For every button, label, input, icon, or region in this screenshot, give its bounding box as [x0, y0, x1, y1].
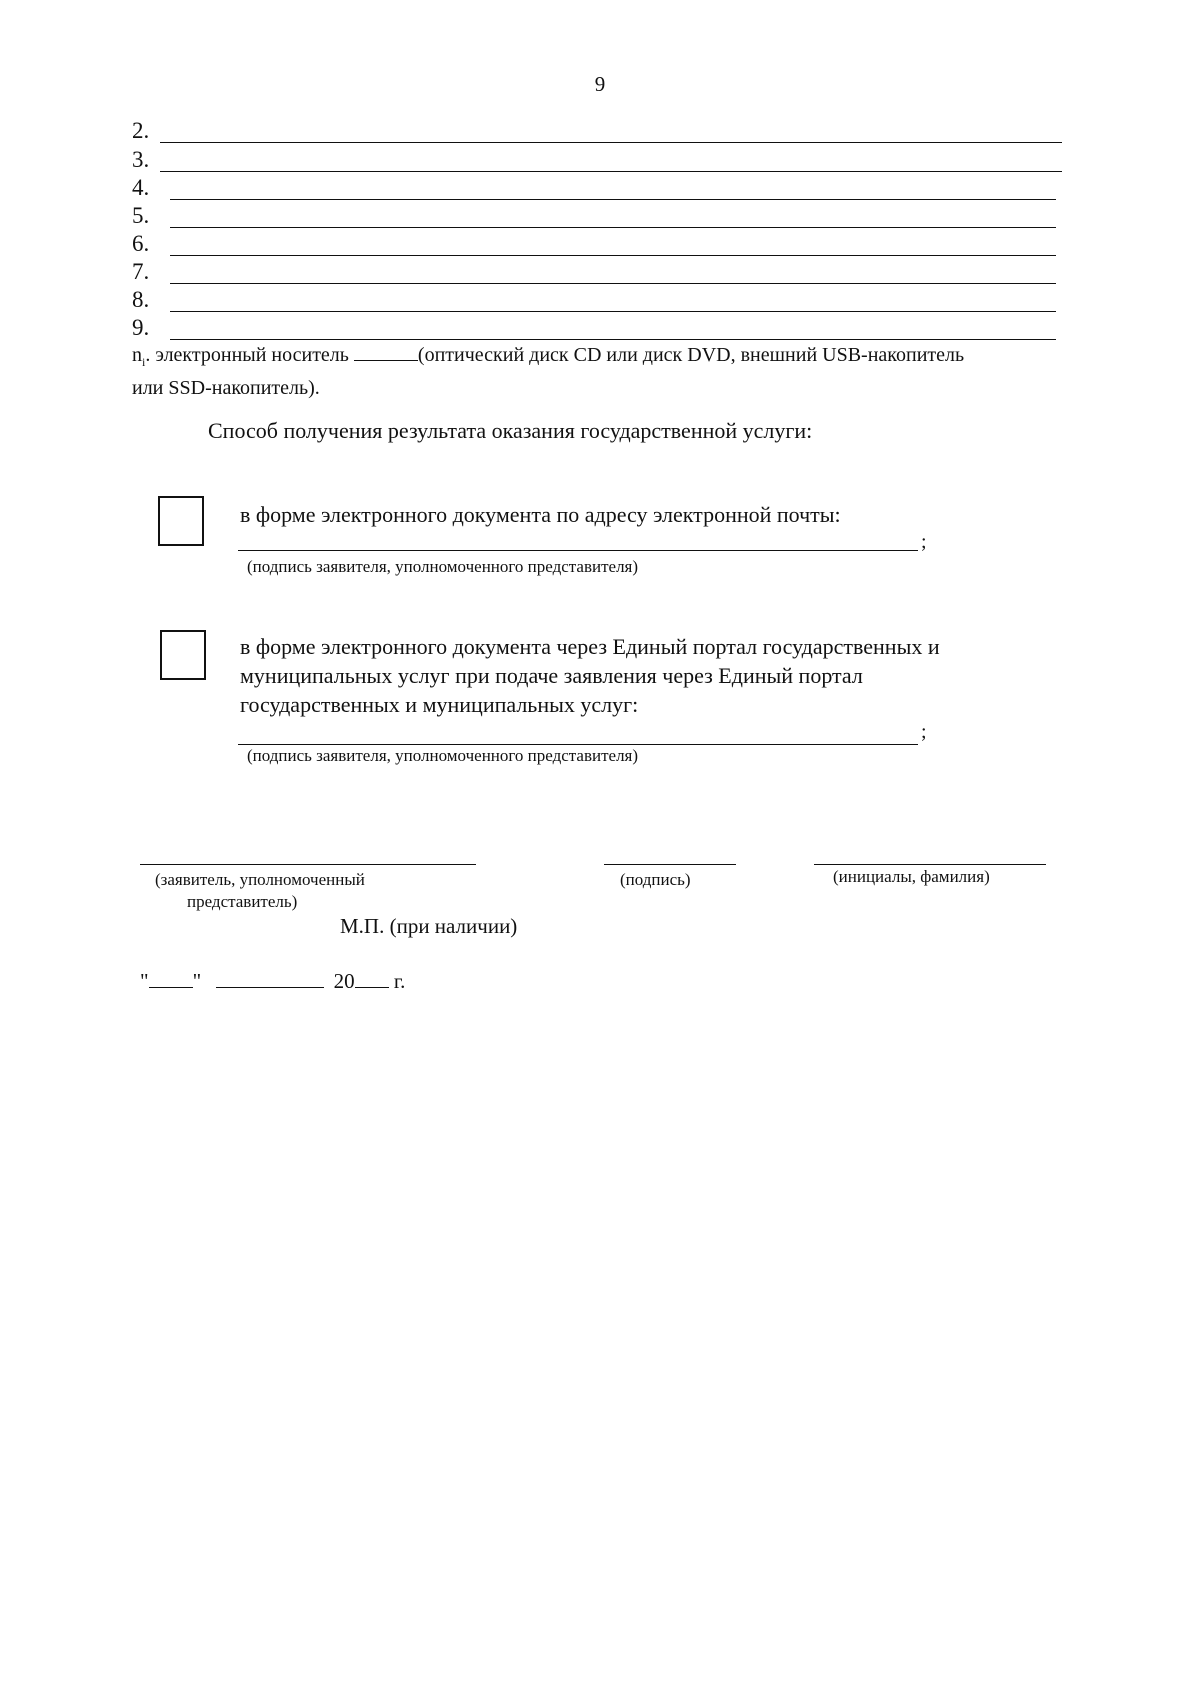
date-quote-close: " — [192, 969, 202, 993]
blank-line[interactable] — [170, 235, 1056, 256]
portal-option-checkbox[interactable] — [160, 630, 206, 680]
year-suffix: г. — [388, 969, 406, 993]
applicant-caption-line: (заявитель, уполномоченный — [155, 870, 365, 889]
portal-option-line: государственных и муниципальных услуг: — [240, 692, 639, 717]
carrier-blank[interactable] — [354, 344, 418, 361]
carrier-label: . электронный носитель — [145, 344, 354, 366]
list-item-number: 9. — [132, 315, 150, 340]
portal-option-line: муниципальных услуг при подаче заявления через Единый портал — [240, 663, 863, 688]
date-line — [140, 969, 405, 994]
blank-line[interactable] — [170, 179, 1056, 200]
electronic-carrier-item — [132, 342, 1092, 401]
email-option-checkbox[interactable] — [158, 496, 204, 546]
applicant-caption-line: представитель) — [187, 892, 298, 911]
list-item-number: 2. — [132, 118, 150, 143]
email-signature-line[interactable] — [238, 530, 918, 551]
list-item-number: 3. — [132, 147, 150, 172]
list-item[interactable] — [132, 144, 1062, 172]
list-item-number: 7. — [132, 259, 150, 284]
list-item[interactable] — [132, 115, 1062, 143]
carrier-continuation: или SSD-накопитель). — [132, 377, 320, 399]
list-item-number: 4. — [132, 175, 150, 200]
portal-signature-caption: (подпись заявителя, уполномоченного представителя) — [247, 746, 639, 765]
name-line[interactable] — [814, 844, 1046, 865]
page-number: 9 — [594, 72, 606, 96]
applicant-line[interactable] — [140, 844, 476, 865]
list-item-number: 6. — [132, 231, 150, 256]
month-blank[interactable] — [216, 969, 324, 988]
portal-option-text — [240, 632, 940, 719]
carrier-prefix: n — [132, 344, 142, 366]
blank-line[interactable] — [170, 319, 1056, 340]
name-caption: (инициалы, фамилия) — [833, 867, 990, 886]
list-item[interactable] — [132, 200, 1056, 228]
list-item[interactable] — [132, 312, 1056, 340]
result-method-heading: Способ получения результата оказания государственной услуги: — [208, 418, 813, 443]
email-end-mark: ; — [921, 531, 927, 553]
list-item-number: 5. — [132, 203, 150, 228]
portal-option-line: в форме электронного документа через Единый портал государственных и — [240, 634, 940, 659]
email-signature-caption: (подпись заявителя, уполномоченного представителя) — [247, 557, 639, 576]
signature-caption: (подпись) — [620, 870, 691, 889]
carrier-prefix-sub: i — [142, 355, 146, 369]
list-item[interactable] — [132, 256, 1056, 284]
portal-signature-line[interactable] — [238, 724, 918, 745]
list-item[interactable] — [132, 228, 1056, 256]
applicant-caption — [155, 869, 365, 913]
list-item-number: 8. — [132, 287, 150, 312]
list-item[interactable] — [132, 284, 1056, 312]
blank-line[interactable] — [170, 291, 1056, 312]
carrier-options: (оптический диск CD или диск DVD, внешний USB-накопитель — [417, 344, 965, 366]
email-option-text: в форме электронного документа по адресу электронной почты: — [240, 502, 841, 527]
signature-line[interactable] — [604, 844, 736, 865]
stamp-label: М.П. (при наличии) — [340, 914, 518, 938]
blank-line[interactable] — [170, 263, 1056, 284]
list-item[interactable] — [132, 172, 1056, 200]
year-prefix: 20 — [333, 969, 355, 993]
year-blank[interactable] — [355, 969, 389, 988]
blank-line[interactable] — [160, 151, 1062, 172]
blank-line[interactable] — [170, 207, 1056, 228]
portal-end-mark: ; — [921, 721, 927, 743]
day-blank[interactable] — [149, 969, 193, 988]
date-quote-open: " — [140, 969, 149, 993]
blank-line[interactable] — [160, 122, 1062, 143]
